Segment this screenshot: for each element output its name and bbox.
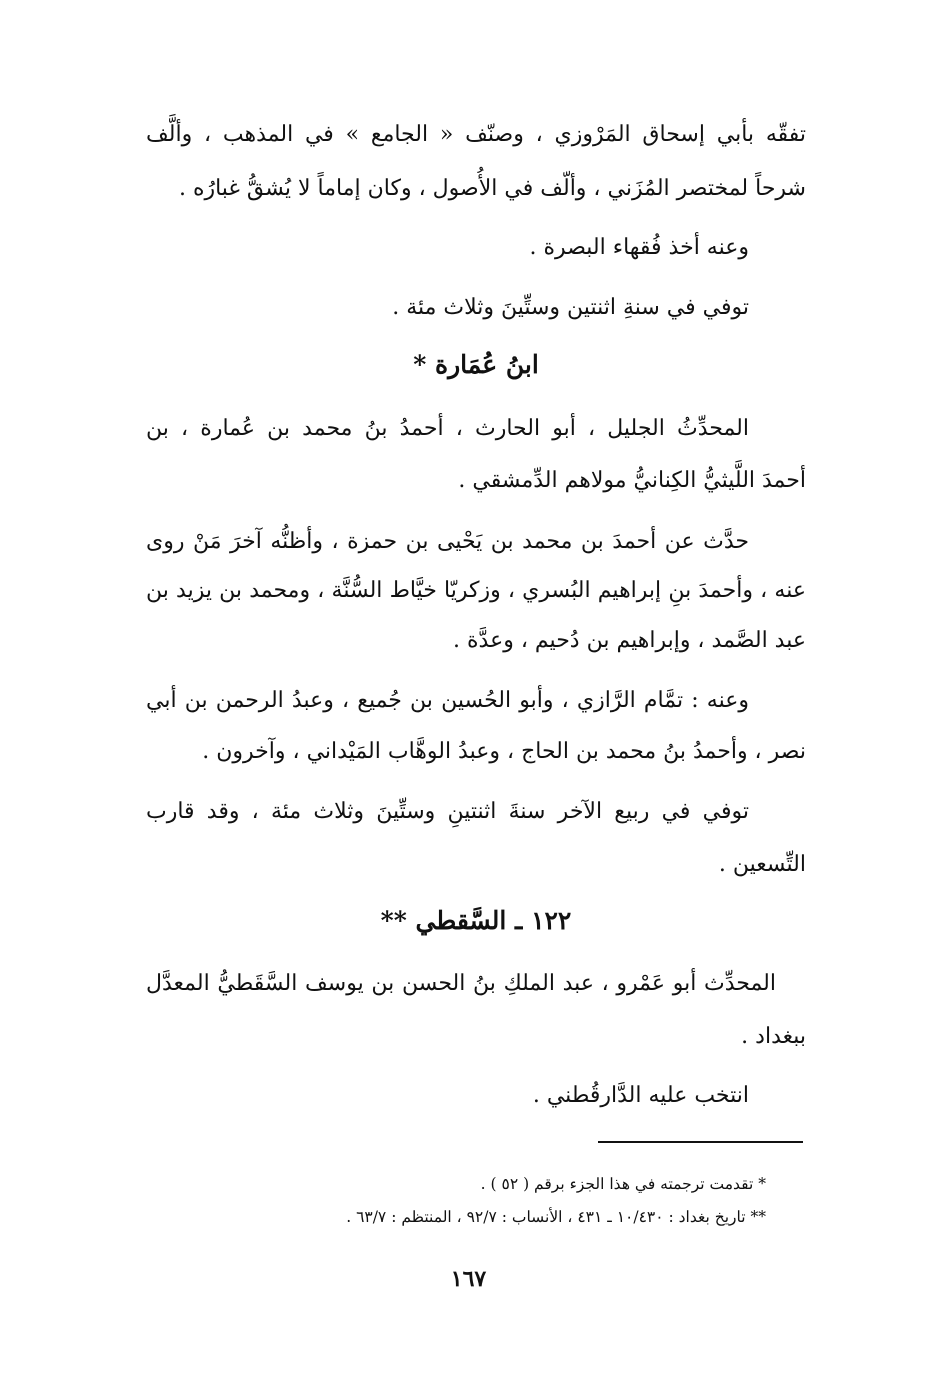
paragraph-line: وعنه : تمَّام الرَّازي ، وأبو الحُسين بن جُميع ، وعبدُ الرحمن بن أبي bbox=[146, 688, 749, 713]
section-heading-al-saqati: ١٢٢ ـ السَّقطي ** bbox=[380, 906, 572, 935]
paragraph-line: التِّسعين . bbox=[718, 852, 806, 877]
paragraph-line: نصر ، وأحمدُ بنُ محمد بن الحاج ، وعبدُ الوهَّاب المَيْداني ، وآخرون . bbox=[202, 739, 806, 764]
footnote: ** تاريخ بغداد : ١٠/٤٣٠ ـ ٤٣١ ، الأنساب : ٩٢/٧ ، المنتظم : ٦٣/٧ . bbox=[346, 1208, 766, 1226]
paragraph-line: شرحاً لمختصر المُزَني ، وألّف في الأُصول ، وكان إماماً لا يُشقُّ غبارُه . bbox=[178, 176, 806, 201]
paragraph-line: المحدِّث أبو عَمْرو ، عبد الملكِ بنُ الحسن بن يوسف السَّقَطيُّ المعدَّل bbox=[146, 971, 776, 996]
paragraph-line: عبد الصَّمد ، وإبراهيم بن دُحيم ، وعدَّة . bbox=[453, 628, 806, 653]
page-number: ١٦٧ bbox=[450, 1266, 487, 1292]
paragraph-line: المحدِّثُ الجليل ، أبو الحارث ، أحمدُ بنُ محمد بن عُمارة ، بن bbox=[146, 416, 749, 441]
paragraph-line: أحمدَ اللَّيثيُّ الكِنانيُّ مولاهم الدِّمشقي . bbox=[458, 468, 806, 493]
footnote-divider bbox=[598, 1141, 803, 1143]
footnote: * تقدمت ترجمته في هذا الجزء برقم ( ٥٢ ) . bbox=[480, 1175, 766, 1193]
paragraph-line: حدَّث عن أحمدَ بن محمد بن يَحْيى بن حمزة ، وأظنُّه آخرَ مَنْ روى bbox=[146, 529, 749, 554]
paragraph-line: تفقّه بأبي إسحاق المَرْوزي ، وصنّف « الجامع » في المذهب ، وألَّف bbox=[146, 122, 806, 147]
paragraph-line: وعنه أخذ فُقهاء البصرة . bbox=[529, 235, 749, 260]
paragraph-line: ببغداد . bbox=[741, 1024, 806, 1049]
paragraph-line: انتخب عليه الدَّارقُطني . bbox=[532, 1083, 749, 1108]
paragraph-line: عنه ، وأحمدَ بنِ إبراهيم البُسري ، وزكريّا خيَّاط السُّنَّة ، ومحمد بن يزيد بن bbox=[146, 578, 806, 603]
paragraph-line: توفي في سنةِ اثنتين وستِّينَ وثلاث مئة . bbox=[392, 295, 749, 320]
section-heading-ibn-umara: ابنُ عُمَارة * bbox=[413, 350, 539, 379]
paragraph-line: توفي في ربيع الآخر سنةَ اثنتينِ وستِّينَ وثلاث مئة ، وقد قارب bbox=[146, 799, 749, 824]
